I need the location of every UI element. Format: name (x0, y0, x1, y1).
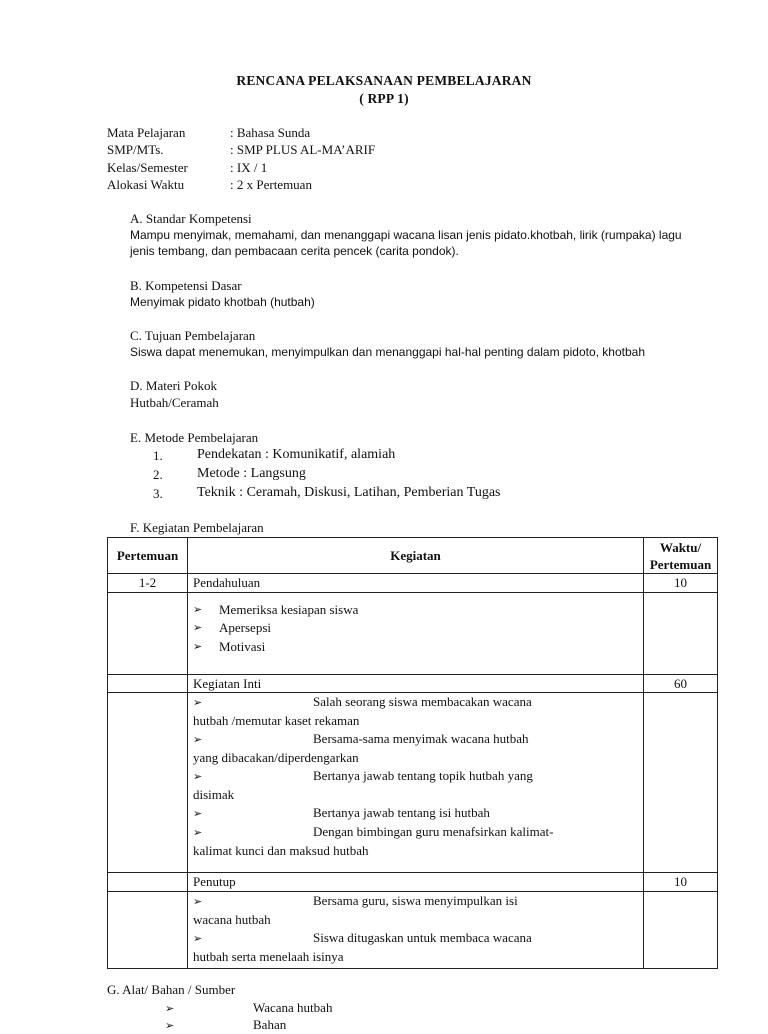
penutup-list (188, 891, 644, 968)
arrow-icon (193, 929, 313, 948)
list-item: ➢Salah seorang siswa membacakan wacana (193, 693, 638, 712)
list-item: ➢Wacana hutbah (165, 999, 332, 1017)
list-item-cont: wacana hutbah (193, 911, 271, 927)
list-item: ➢ Motivasi (193, 638, 638, 657)
list-item: ➢Bersama guru, siswa menyimpulkan isi (193, 892, 638, 911)
table-row (108, 891, 718, 968)
table-row (108, 574, 718, 593)
info-label-class: Kelas/Semester (107, 160, 188, 175)
document-title: RENCANA PELAKSANAAN PEMBELAJARAN (236, 73, 532, 88)
arrow-icon (193, 693, 313, 712)
time-pendahuluan: 10 (644, 574, 718, 593)
header-waktu (644, 538, 718, 574)
arrow-icon (165, 999, 253, 1017)
list-item: ➢Bahan (165, 1016, 286, 1034)
list-item-cont: hutbah /memutar kaset rekaman (193, 713, 360, 728)
list-item-cont: kalimat kunci dan maksud hutbah (193, 843, 369, 858)
info-value-class: : IX / 1 (230, 160, 268, 175)
time-penutup: 10 (644, 873, 718, 892)
list-item: ➢Siswa ditugaskan untuk membaca wacana (193, 929, 638, 948)
arrow-icon (193, 892, 313, 911)
section-f-heading: F. Kegiatan Pembelajaran (130, 520, 264, 535)
phase-penutup: Penutup (188, 873, 644, 892)
info-value-time: : 2 x Pertemuan (230, 177, 312, 192)
table-row (108, 592, 718, 674)
method-num-2: 2. (153, 467, 163, 482)
header-waktu-line2: Pertemuan (649, 556, 712, 572)
document-subtitle: ( RPP 1) (359, 91, 409, 106)
arrow-icon (193, 730, 313, 749)
phase-pendahuluan: Pendahuluan (188, 574, 644, 593)
list-item: ➢Bertanya jawab tentang topik hutbah yang (193, 767, 638, 786)
section-a-body-line1: Mampu menyimak, memahami, dan menanggapi wacana lisan jenis pidato.khotbah, lirik (rumpaka) lagu (130, 228, 682, 242)
info-label-time: Alokasi Waktu (107, 177, 185, 192)
section-d-body: Hutbah/Ceramah (130, 395, 219, 410)
list-item-cont: hutbah serta menelaah isinya (193, 948, 344, 964)
table-row (108, 693, 718, 873)
list-item: ➢ Apersepsi (193, 619, 638, 638)
inti-list (188, 693, 644, 873)
arrow-icon (165, 1016, 253, 1034)
arrow-icon (193, 804, 313, 823)
list-item: ➢Bertanya jawab tentang isi hutbah (193, 804, 638, 823)
info-label-subject: Mata Pelajaran (107, 125, 186, 140)
table-row (108, 674, 718, 693)
section-b-body: Menyimak pidato khotbah (hutbah) (130, 295, 315, 309)
arrow-icon (193, 823, 313, 842)
arrow-icon (193, 767, 313, 786)
section-b-heading: B. Kompetensi Dasar (130, 278, 242, 293)
method-text-1: Pendekatan : Komunikatif, alamiah (197, 447, 396, 462)
list-item-cont: yang dibacakan/diperdengarkan (193, 750, 359, 765)
section-a-heading: A. Standar Kompetensi (130, 211, 252, 226)
activity-table (107, 537, 718, 969)
list-item-cont: disimak (193, 787, 235, 802)
pendahuluan-list (188, 592, 644, 674)
method-num-3: 3. (153, 486, 163, 501)
list-item: ➢ Memeriksa kesiapan siswa (193, 601, 638, 620)
section-g-heading: G. Alat/ Bahan / Sumber (107, 982, 236, 997)
method-text-3: Teknik : Ceramah, Diskusi, Latihan, Pemberian Tugas (197, 485, 501, 500)
table-header-row (108, 538, 718, 574)
section-c-heading: C. Tujuan Pembelajaran (130, 328, 256, 343)
list-item: ➢Bersama-sama menyimak wacana hutbah (193, 730, 638, 749)
section-a-body-line2: jenis tembang, dan pembacaan cerita pencek (carita pondok). (130, 244, 459, 258)
section-d-heading: D. Materi Pokok (130, 378, 218, 393)
method-text-2: Metode : Langsung (197, 466, 306, 481)
method-num-1: 1. (153, 448, 163, 463)
time-inti: 60 (644, 674, 718, 693)
header-pertemuan: Pertemuan (108, 538, 188, 574)
section-c-body: Siswa dapat menemukan, menyimpulkan dan menanggapi hal-hal penting dalam pidoto, khotbah (130, 345, 645, 359)
header-waktu-line1: Waktu/ (659, 539, 702, 555)
section-e-heading: E. Metode Pembelajaran (130, 430, 259, 445)
meeting-number: 1-2 (108, 574, 188, 593)
table-row (108, 873, 718, 892)
list-item: ➢Dengan bimbingan guru menafsirkan kalimat- (193, 823, 638, 842)
info-value-school: : SMP PLUS AL-MA’ARIF (230, 142, 376, 157)
info-label-school: SMP/MTs. (107, 142, 164, 157)
info-value-subject: : Bahasa Sunda (230, 125, 311, 140)
phase-inti: Kegiatan Inti (188, 674, 644, 693)
header-kegiatan: Kegiatan (188, 538, 644, 574)
